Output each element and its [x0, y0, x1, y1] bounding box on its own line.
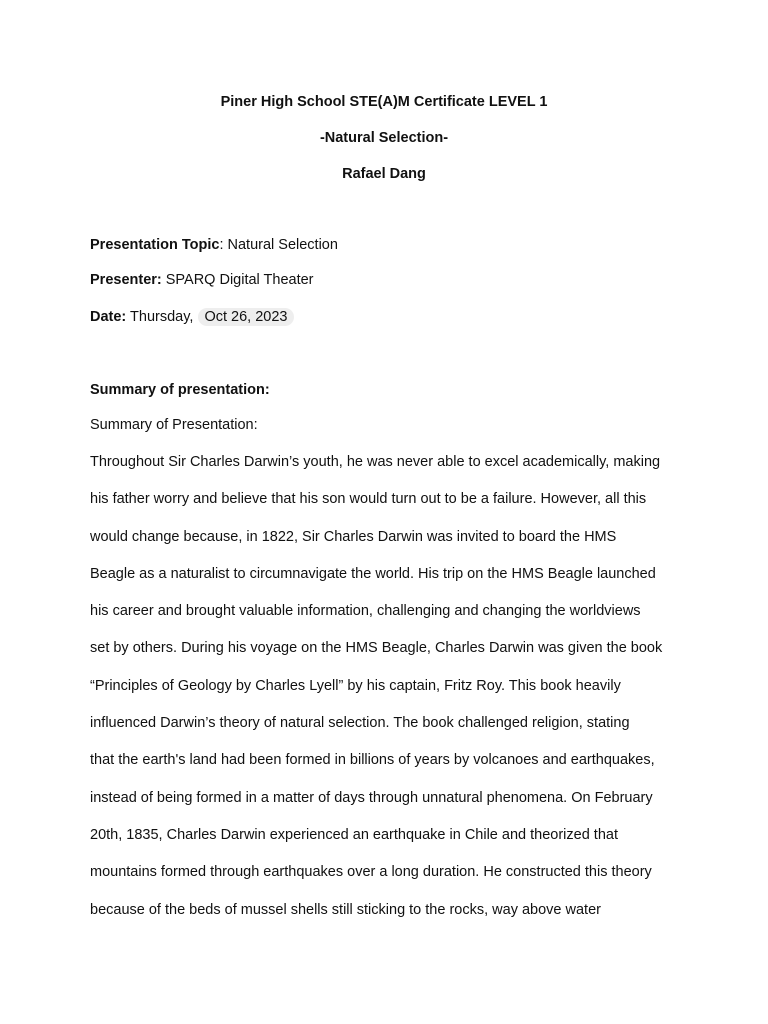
summary-line: instead of being formed in a matter of days through unnatural phenomena. On February [90, 789, 653, 806]
date-label: Date: [90, 309, 127, 325]
presentation-topic-label: Presentation Topic [90, 237, 220, 253]
summary-line: influenced Darwin’s theory of natural selection. The book challenged religion, stating [90, 715, 630, 732]
summary-line: 20th, 1835, Charles Darwin experienced an earthquake in Chile and theorized that [90, 826, 618, 843]
summary-line: would change because, in 1822, Sir Charles Darwin was invited to board the HMS [90, 528, 617, 545]
summary-subheading: Summary of Presentation: [90, 417, 258, 433]
summary-line: Beagle as a naturalist to circumnavigate the world. His trip on the HMS Beagle launched [90, 565, 656, 582]
presentation-topic-field [90, 236, 338, 254]
summary-line: Throughout Sir Charles Darwin’s youth, he was never able to excel academically, making [90, 454, 661, 470]
presenter-value: SPARQ Digital Theater [161, 272, 314, 288]
document-author: Rafael Dang [342, 166, 426, 182]
summary-line: set by others. During his voyage on the HMS Beagle, Charles Darwin was given the book [90, 640, 663, 657]
summary-line: that the earth's land had been formed in billions of years by volcanoes and earthquakes, [90, 752, 655, 769]
document-subtitle: -Natural Selection- [319, 130, 449, 146]
date-day: Thursday, [126, 309, 198, 325]
presenter-label: Presenter: [90, 272, 162, 288]
summary-line: his father worry and believe that his son would turn out to be a failure. However, all this [90, 491, 647, 508]
summary-line: his career and brought valuable information, challenging and changing the worldviews [90, 603, 641, 620]
summary-line: because of the beds of mussel shells still sticking to the rocks, way above water [90, 901, 601, 918]
summary-heading: Summary of presentation: [90, 382, 270, 398]
date-field [90, 308, 294, 326]
presenter-field [90, 271, 314, 289]
document-title: Piner High School STE(A)M Certificate LEVEL 1 [220, 94, 548, 110]
presentation-topic-value: : Natural Selection [219, 237, 338, 253]
summary-line: mountains formed through earthquakes over a long duration. He constructed this theory [90, 864, 652, 881]
summary-body [90, 453, 690, 938]
summary-line: “Principles of Geology by Charles Lyell” by his captain, Fritz Roy. This book heavily [90, 677, 621, 694]
date-chip[interactable]: Oct 26, 2023 [198, 308, 293, 326]
